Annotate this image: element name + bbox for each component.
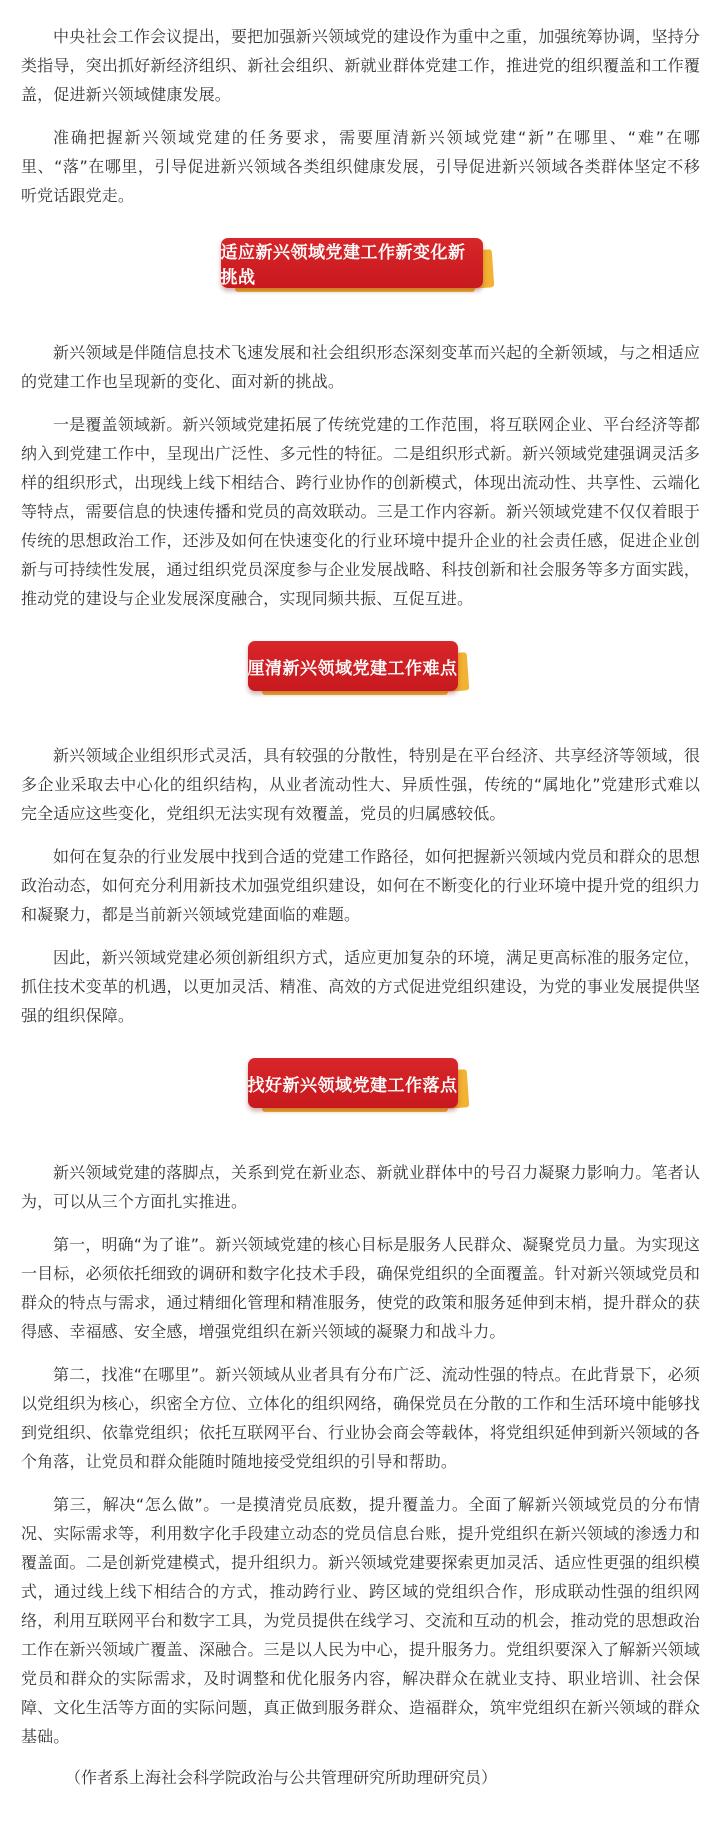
section-paragraph: 第二，找准“在哪里”。新兴领域从业者具有分布广泛、流动性强的特点。在此背景下，必须以党组织为核心，织密全方位、立体化的组织网络，确保党员在分散的工作和生活环境中能够找到党组织、依靠党组织；依托互联网平台、行业协会商会等载体，将党组织延伸到新兴领域的各个角落，让党员和群众能随时随地接受党组织的引导和帮助。 bbox=[21, 1365, 700, 1471]
section-paragraph: 第一，明确“为了谁”。新兴领域党建的核心目标是服务人民群众、凝聚党员力量。为实现这一目标，必须依托细致的调研和数字化技术手段，确保党组织的全面覆盖。针对新兴领域党员和群众的特点与需求，通过精细化管理和精准服务，使党的政策和服务延伸到末梢，提升群众的获得感、幸福感、安全感，增强党组织在新兴领域的凝聚力和战斗力。 bbox=[21, 1235, 700, 1341]
intro-paragraph: 准确把握新兴领域党建的任务要求，需要厘清新兴领域党建“新”在哪里、“难”在哪里、“落”在哪里，引导促进新兴领域各类组织健康发展，引导促进新兴领域各类群体坚定不移听党话跟党走。 bbox=[21, 128, 700, 205]
section-heading-banner bbox=[221, 238, 501, 294]
section-heading: 厘清新兴领域党建工作难点 bbox=[248, 641, 458, 691]
section-paragraph: 新兴领域是伴随信息技术飞速发展和社会组织形态深刻变革而兴起的全新领域，与之相适应的党建工作也呈现新的变化、面对新的挑战。 bbox=[21, 343, 700, 391]
section-paragraph: 一是覆盖领域新。新兴领域党建拓展了传统党建的工作范围，将互联网企业、平台经济等都纳入到党建工作中，呈现出广泛性、多元性的特征。二是组织形式新。新兴领域党建强调灵活多样的组织形式，出现线上线下相结合、跨行业协作的创新模式，体现出流动性、共享性、云端化等特点，需要信息的快速传播和党员的高效联动。三是工作内容新。新兴领域党建不仅仅着眼于传统的思想政治工作，还涉及如何在快速变化的行业环境中提升企业的社会责任感，促进企业创新与可持续性发展，通过组织党员深度参与企业发展战略、科技创新和社会服务等多方面实践，推动党的建设与企业发展深度融合，实现同频共振、互促互进。 bbox=[21, 415, 700, 608]
section-heading: 找好新兴领域党建工作落点 bbox=[248, 1058, 458, 1108]
section-heading-banner bbox=[248, 1058, 474, 1114]
section-paragraph: 新兴领域党建的落脚点，关系到党在新业态、新就业群体中的号召力凝聚力影响力。笔者认为，可以从三个方面扎实推进。 bbox=[21, 1163, 700, 1211]
section-heading: 适应新兴领域党建工作新变化新挑战 bbox=[221, 238, 483, 288]
intro-paragraph: 中央社会工作会议提出，要把加强新兴领域党的建设作为重中之重，加强统筹协调，坚持分类指导，突出抓好新经济组织、新社会组织、新就业群体党建工作，推进党的组织覆盖和工作覆盖，促进新兴领域健康发展。 bbox=[21, 27, 700, 104]
section-paragraph: 如何在复杂的行业发展中找到合适的党建工作路径，如何把握新兴领域内党员和群众的思想政治动态，如何充分利用新技术加强党组织建设，如何在不断变化的行业环境中提升党的组织力和凝聚力，都是当前新兴领域党建面临的难题。 bbox=[21, 847, 700, 924]
section-heading-banner bbox=[248, 641, 474, 697]
section-paragraph: 新兴领域企业组织形式灵活，具有较强的分散性，特别是在平台经济、共享经济等领域，很多企业采取去中心化的组织结构，从业者流动性大、异质性强，传统的“属地化”党建形式难以完全适应这些变化，党组织无法实现有效覆盖，党员的归属感较低。 bbox=[21, 746, 700, 823]
section-paragraph: 第三，解决“怎么做”。一是摸清党员底数，提升覆盖力。全面了解新兴领域党员的分布情况、实际需求等，利用数字化手段建立动态的党员信息台账，提升党组织在新兴领域的渗透力和覆盖面。二是创新党建模式，提升组织力。新兴领域党建要探索更加灵活、适应性更强的组织模式，通过线上线下相结合的方式，推动跨行业、跨区域的党组织合作，形成联动性强的组织网络，利用互联网平台和数字工具，为党员提供在线学习、交流和互动的机会，推动党的思想政治工作在新兴领域广覆盖、深融合。三是以人民为中心，提升服务力。党组织要深入了解新兴领域党员和群众的实际需求，及时调整和优化服务内容，解决群众在就业支持、职业培训、社会保障、文化生活等方面的实际问题，真正做到服务群众、造福群众，筑牢党组织在新兴领域的群众基础。 bbox=[21, 1495, 700, 1746]
section-paragraph: 因此，新兴领域党建必须创新组织方式，适应更加复杂的环境，满足更高标准的服务定位，抓住技术变革的机遇，以更加灵活、精准、高效的方式促进党组织建设，为党的事业发展提供坚强的组织保障。 bbox=[21, 948, 700, 1025]
author-note: （作者系上海社会科学院政治与公共管理研究所助理研究员） bbox=[65, 1768, 498, 1787]
